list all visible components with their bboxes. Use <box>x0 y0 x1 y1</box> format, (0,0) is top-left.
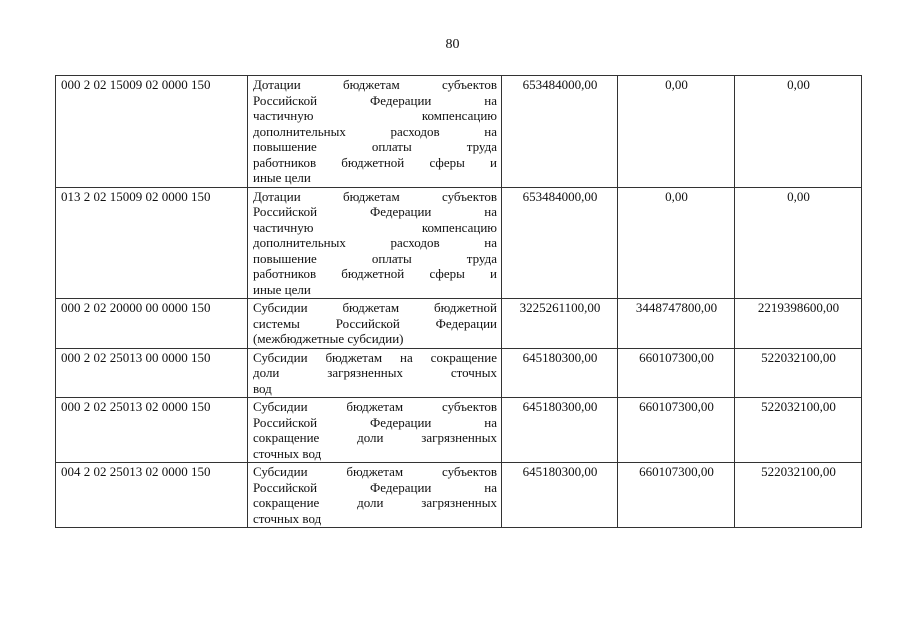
amount-cell-year-3: 2219398600,00 <box>735 299 862 349</box>
revenue-name-line: сокращение доли загрязненных <box>253 430 497 445</box>
amount-cell-year-2: 660107300,00 <box>618 463 735 528</box>
revenue-name-line: Российской Федерации на <box>253 414 497 430</box>
revenue-name-line: Субсидии бюджетам субъектов <box>253 464 497 479</box>
revenue-name-line: дополнительных расходов на <box>253 235 497 250</box>
budget-code-cell: 000 2 02 25013 02 0000 150 <box>56 398 248 463</box>
revenue-name-line: Субсидии бюджетам субъектов <box>253 399 497 414</box>
revenue-name-line: вод <box>253 380 272 396</box>
revenue-name-line: иные цели <box>253 170 311 185</box>
revenue-name-cell <box>248 348 502 398</box>
table-row <box>56 76 862 188</box>
revenue-name-line: (межбюджетные субсидии) <box>253 331 404 346</box>
revenue-name-line: работников бюджетной сферы и <box>253 154 497 170</box>
revenue-name-cell <box>248 398 502 463</box>
revenue-name-cell <box>248 463 502 528</box>
budget-code-cell: 000 2 02 20000 00 0000 150 <box>56 299 248 349</box>
revenue-name-cell <box>248 187 502 299</box>
amount-cell-year-2: 0,00 <box>618 187 735 299</box>
table-row <box>56 348 862 398</box>
revenue-name-cell <box>248 76 502 188</box>
revenue-name-line: Субсидии бюджетам на сокращение <box>253 349 497 365</box>
revenue-name-line: работников бюджетной сферы и <box>253 266 497 281</box>
amount-cell-year-3: 0,00 <box>735 76 862 188</box>
amount-cell-year-1: 3225261100,00 <box>502 299 618 349</box>
table-row <box>56 187 862 299</box>
amount-cell-year-2: 660107300,00 <box>618 398 735 463</box>
revenue-name-line: Дотации бюджетам субъектов <box>253 188 497 204</box>
amount-cell-year-3: 522032100,00 <box>735 348 862 398</box>
budget-code-cell: 013 2 02 15009 02 0000 150 <box>56 187 248 299</box>
amount-cell-year-3: 522032100,00 <box>735 463 862 528</box>
budget-table <box>55 75 862 528</box>
revenue-name-line: повышение оплаты труда <box>253 139 497 154</box>
amount-cell-year-1: 653484000,00 <box>502 76 618 188</box>
table-row <box>56 463 862 528</box>
revenue-name-line: Дотации бюджетам субъектов <box>253 77 497 92</box>
amount-cell-year-1: 645180300,00 <box>502 348 618 398</box>
revenue-name-line: доли загрязненных сточных <box>253 365 497 380</box>
amount-cell-year-3: 522032100,00 <box>735 398 862 463</box>
revenue-name-line: иные цели <box>253 281 311 297</box>
revenue-name-line: Субсидии бюджетам бюджетной <box>253 300 497 315</box>
revenue-name-line: дополнительных расходов на <box>253 123 497 139</box>
revenue-name-line: системы Российской Федерации <box>253 315 497 331</box>
budget-code-cell: 004 2 02 25013 02 0000 150 <box>56 463 248 528</box>
revenue-name-line: сокращение доли загрязненных <box>253 495 497 510</box>
revenue-name-line: повышение оплаты труда <box>253 250 497 266</box>
revenue-name-cell <box>248 299 502 349</box>
revenue-name-line: Российской Федерации на <box>253 204 497 219</box>
amount-cell-year-2: 3448747800,00 <box>618 299 735 349</box>
budget-table-body <box>56 76 862 528</box>
page-number: 80 <box>445 37 460 52</box>
budget-code-cell: 000 2 02 25013 00 0000 150 <box>56 348 248 398</box>
amount-cell-year-2: 660107300,00 <box>618 348 735 398</box>
revenue-name-line: сточных вод <box>253 510 322 526</box>
revenue-name-line: сточных вод <box>253 445 322 461</box>
amount-cell-year-1: 653484000,00 <box>502 187 618 299</box>
revenue-name-line: частичную компенсацию <box>253 108 497 123</box>
revenue-name-line: Российской Федерации на <box>253 92 497 108</box>
amount-cell-year-3: 0,00 <box>735 187 862 299</box>
table-row <box>56 299 862 349</box>
revenue-name-line: частичную компенсацию <box>253 219 497 235</box>
amount-cell-year-1: 645180300,00 <box>502 463 618 528</box>
budget-code-cell: 000 2 02 15009 02 0000 150 <box>56 76 248 188</box>
amount-cell-year-2: 0,00 <box>618 76 735 188</box>
amount-cell-year-1: 645180300,00 <box>502 398 618 463</box>
revenue-name-line: Российской Федерации на <box>253 479 497 495</box>
table-row <box>56 398 862 463</box>
